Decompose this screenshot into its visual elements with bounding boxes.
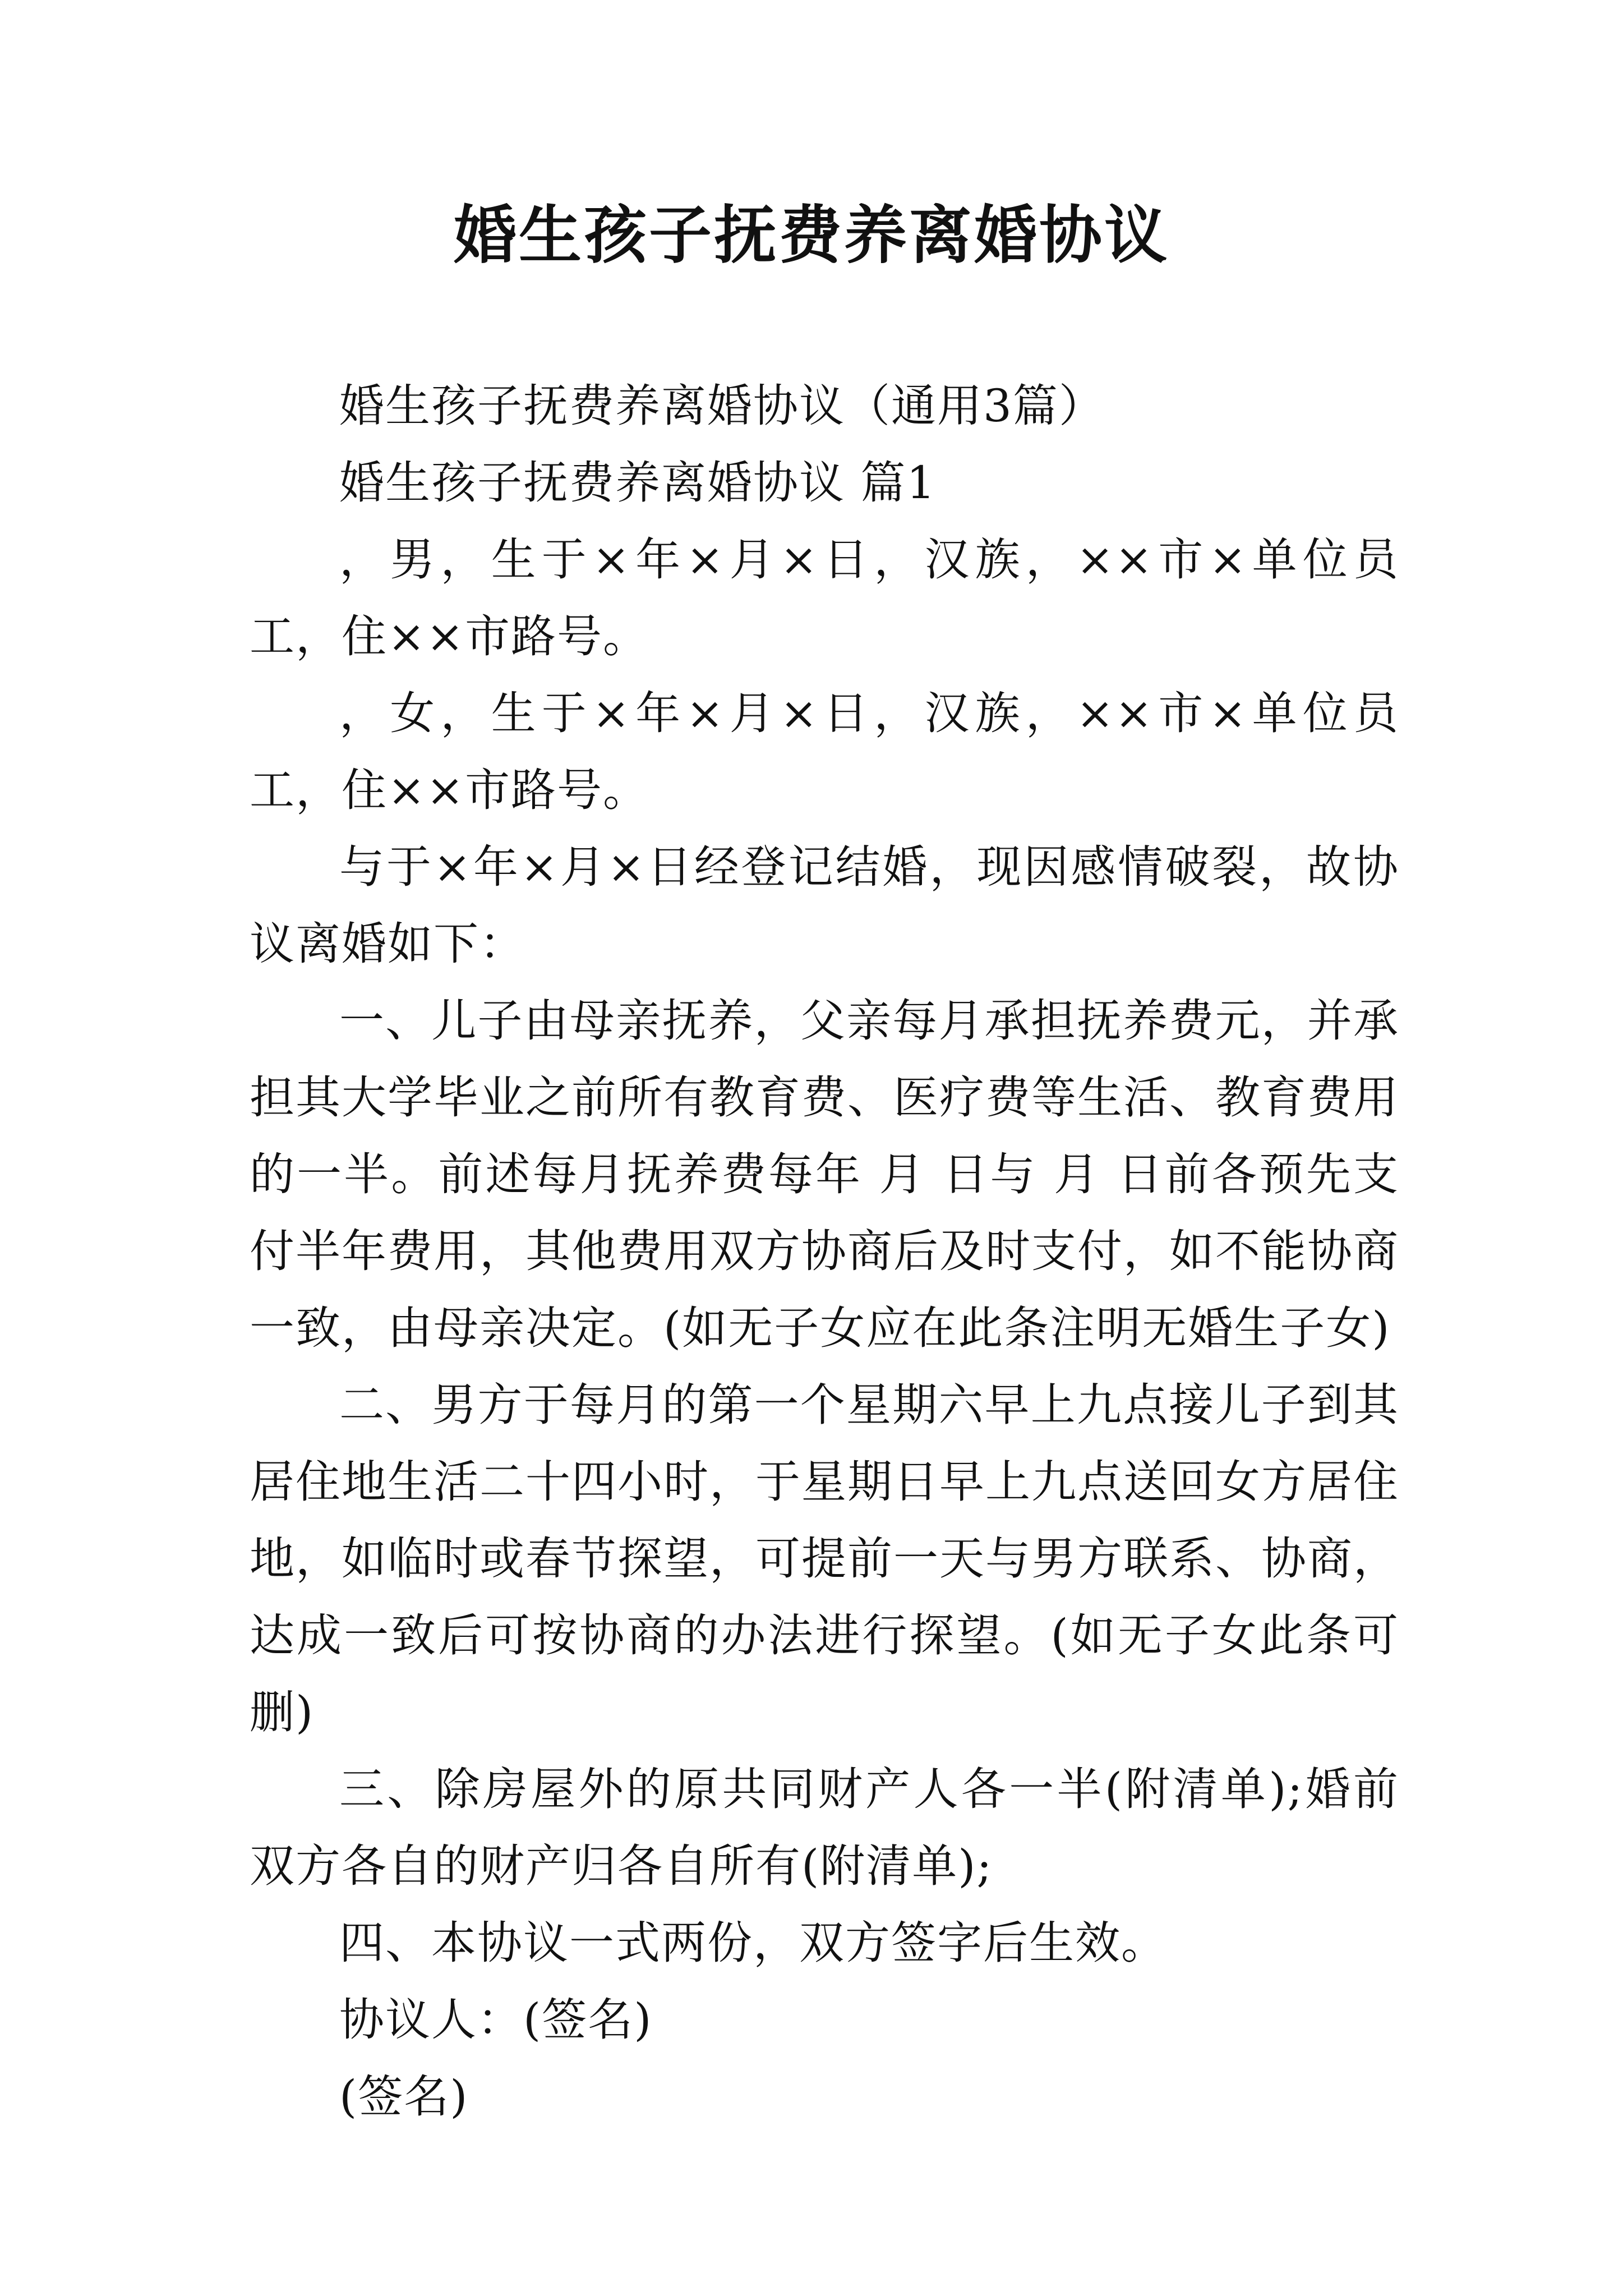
document-title: 婚生孩子抚费养离婚协议 (454, 199, 1169, 272)
subtitle-paragraph: 婚生孩子抚费养离婚协议（通用3篇） (339, 380, 1105, 432)
clause-four-paragraph: 四、本协议一式两份，双方签字后生效。 (339, 1917, 1167, 1969)
party-male-paragraph: ，男，生于×年×月×日，汉族，××市×单位员工，住××市路号。 (250, 533, 1399, 662)
signature-paragraph: (签名) (339, 2070, 469, 2123)
clause-one-paragraph: 一、儿子由母亲抚养，父亲每月承担抚养费元，并承担其大学毕业之前所有教育费、医疗费等生活、教育费用的一半。前述每月抚养费每年 月 日与 月 日前各预先支付半年费用，其他费用双方协商后及时支付，如不能协商一致，由母亲决定。(如无子女应在此条注明无婚生子女) (250, 995, 1399, 1354)
intro-paragraph: 与于×年×月×日经登记结婚，现因感情破裂，故协议离婚如下： (250, 841, 1399, 970)
clause-three-paragraph: 三、除房屋外的原共同财产人各一半(附清单);婚前双方各自的财产归各自所有(附清单); (250, 1763, 1399, 1892)
party-female-paragraph: ，女，生于×年×月×日，汉族，××市×单位员工，住××市路号。 (250, 687, 1399, 816)
clause-two-paragraph: 二、男方于每月的第一个星期六早上九点接儿子到其居住地生活二十四小时，于星期日早上九点送回女方居住地，如临时或春节探望，可提前一天与男方联系、协商，达成一致后可按协商的办法进行探望。(如无子女此条可删) (250, 1379, 1399, 1738)
signatory-paragraph: 协议人：(签名) (339, 1994, 653, 2046)
document-body (250, 367, 1399, 2135)
section-heading: 婚生孩子抚费养离婚协议 篇1 (339, 457, 937, 509)
